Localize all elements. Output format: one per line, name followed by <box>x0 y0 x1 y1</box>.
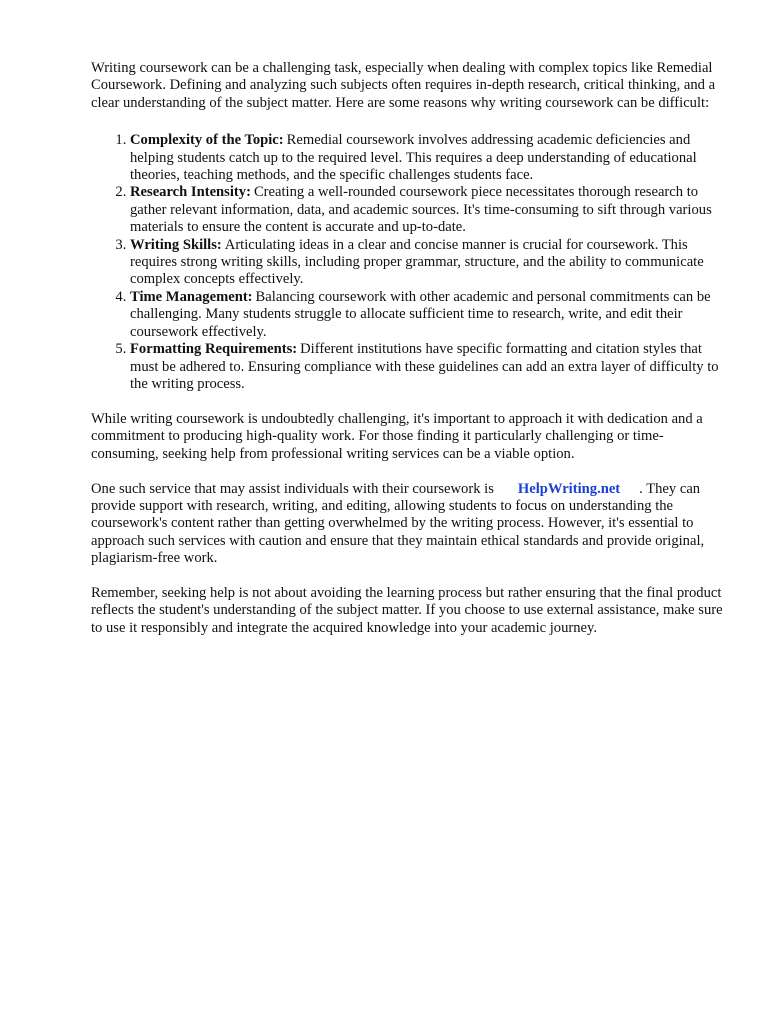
list-item <box>130 237 723 289</box>
list-item-text: Balancing coursework with other academic and personal commitments can be challenging. Many students struggle to allocate sufficient time to research, write, and edit their coursework effectively. <box>130 288 711 340</box>
service-text-after: . They can provide support with research, writing, and editing, allowing students to focus on understanding the coursework's content rather than getting overwhelmed by the writing process. However, it's essential to approach such services with caution and ensure that they maintain ethical standards and provide original, plagiarism-free work. <box>91 480 705 567</box>
list-item-text: Remedial coursework involves addressing academic deficiencies and helping students catch up to the required level. This requires a deep understanding of educational theories, teaching methods, and the specific challenges students face. <box>130 132 697 184</box>
list-item-text: Different institutions have specific formatting and citation styles that must be adhered to. Ensuring compliance with these guidelines can add an extra layer of difficulty to the writing process. <box>130 341 719 392</box>
list-item <box>130 341 723 393</box>
list-item-title: Formatting Requirements: <box>130 341 298 358</box>
list-item <box>130 184 723 236</box>
reasons-list <box>91 132 723 393</box>
list-item-text: Creating a well-rounded coursework piece necessitates thorough research to gather relevant information, data, and academic sources. It's time-consuming to sift through various materials to ensure the content is accurate and up-to-date. <box>130 184 712 236</box>
service-text-before: One such service that may assist individuals with their coursework is <box>91 480 494 497</box>
service-paragraph <box>91 481 723 568</box>
closing-paragraph: Remember, seeking help is not about avoiding the learning process but rather ensuring that the final product reflects the student's understanding of the subject matter. If you choose to use external assistance, make sure to use it responsibly and integrate the acquired knowledge into your academic journey. <box>91 585 723 636</box>
helpwriting-link[interactable]: HelpWriting.net <box>517 480 621 497</box>
list-item-text: Articulating ideas in a clear and concise manner is crucial for coursework. This requires strong writing skills, including proper grammar, structure, and the ability to communicate complex concepts effectively. <box>130 236 704 288</box>
dedication-paragraph: While writing coursework is undoubtedly challenging, it's important to approach it with dedication and a commitment to producing high-quality work. For those finding it particularly challenging or time-consuming, seeking help from professional writing services can be a viable option. <box>91 410 703 462</box>
list-item-title: Research Intensity: <box>130 184 251 201</box>
list-item <box>130 289 723 341</box>
document-page <box>91 60 723 655</box>
intro-paragraph: Writing coursework can be a challenging task, especially when dealing with complex topics like Remedial Coursework. Defining and analyzing such subjects often requires in-depth research, critical thinking, and a clear understanding of the subject matter. Here are some reasons why writing coursework can be difficult: <box>91 60 716 111</box>
list-item-title: Time Management: <box>130 288 253 305</box>
list-item-title: Complexity of the Topic: <box>130 132 284 149</box>
list-item <box>130 132 723 184</box>
list-item-title: Writing Skills: <box>130 236 222 253</box>
